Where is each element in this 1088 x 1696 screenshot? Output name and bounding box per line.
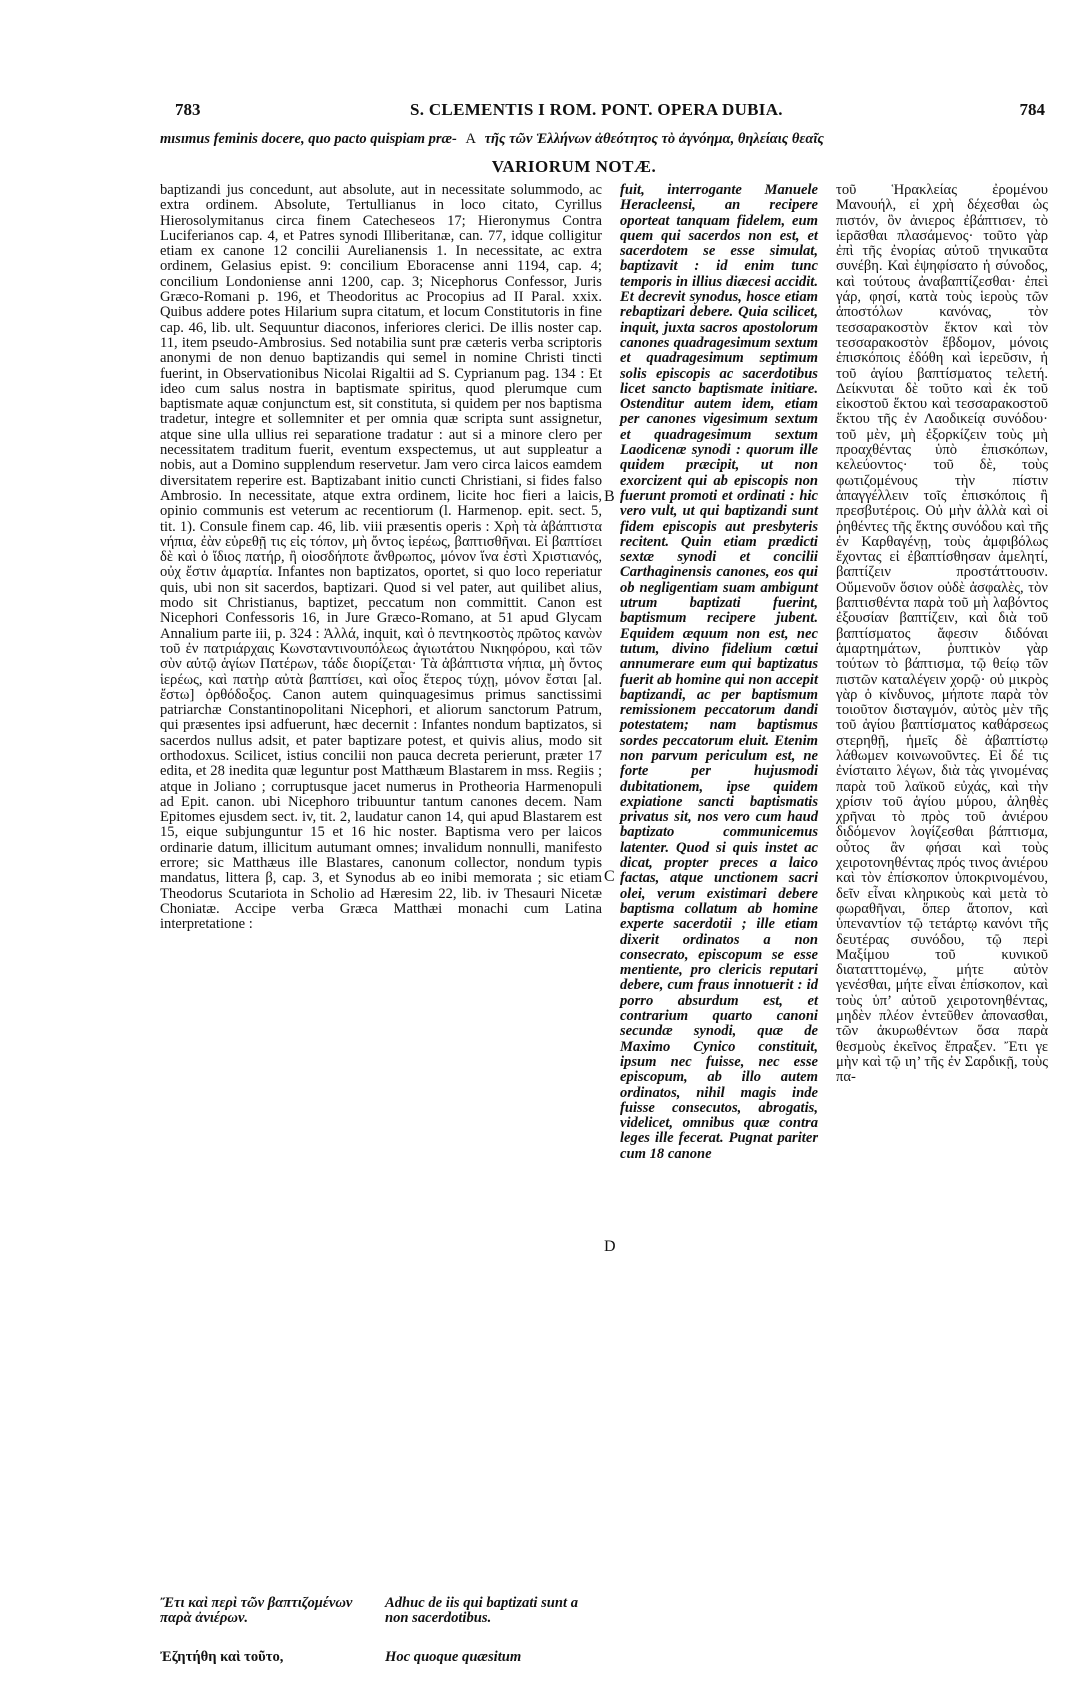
middle-column-text: fuit, interrogante Manuele Heracleensi, an recipere oporteat tanquam fidelem, eum quem qui sacerdos non est, et sacerdotem se esse simulat, baptizavit : id enim tunc temporis in illius diæcesi accidit. Et decrevit synodus, hosce etiam rebaptizari debere. Quia scilicet, inquit, juxta sacros apostolorum canones quadragesimum sextum et quadragesimum septimum solis episcopis ac sacerdotibus licet sancto baptismate initiare. Ostenditur autem idem, etiam per canones vigesimum sextum et quadragesimum sextum Laodicenæ synodi : quorum ille quidem præcipit, ut non exorcizent qui ab episcopis non fuerunt promoti et ordinati : hic vero vult, ut qui baptizandi sunt fidem episcopis aut presbyteris recitent. Quin etiam prædicti sextæ synodi et concilii Carthaginensis canones, eos qui ob negligentiam suam ambigunt utrum baptizati fuerint, baptismum recipere jubent. Equidem æquum non est, nec tutum, divino fidelium cœtui annumerare eum qui baptizatus fuerit ab homine qui non accepit baptizandi, ac per baptismum remissionem peccatorum dandi potestatem; nam baptismus sordes peccatorum eluit. Etenim non parvum periculum est, ne forte per hujusmodi dubitationem, ipse quidem expiatione sancti baptismatis privatus sit, nos vero cum haud baptizato communicemus latenter. Quod si quis instet ac dicat, propter preces a laico factas, atque unctionem sacri olei, verum existimari debere baptisma collatum ab homine experte sacerdotii ; ille etiam dixerit ordinatos a non consecrato, episcopum se esse mentiente, pro clericis reputari debere, cum fraus innotuerit : id porro absurdum est, et contrarium quarto canoni secundæ synodi, quæ de Maximo Cynico constituit, ipsum nec fuisse, nec esse episcopum, ab illo autem ordinatos, nihil magis inde fuisse consecutos, abrogatis, videlicet, omnibus quæ contra leges ille fecerat. Pugnat pariter cum 18 canone: [620, 182, 818, 1162]
middle-column: [620, 183, 818, 1162]
top-greek-text: τῆς τῶν Ἑλλήνων ἀθεότητος τὸ ἀγνόημα, θηλείαις θεαῖς: [484, 131, 824, 147]
bottom-latin-line: Hoc quoque quæsitum: [385, 1649, 522, 1665]
left-column-text: baptizandi jus concedunt, aut absolute, aut in necessitate solummodo, ac extra ordinem. Absolute, Tertullianus in loco citato, Cyrillus Hierosolymitanus circa finem Catecheseos 17; Hieronymus Contra Luciferianos cap. 4, et Patres synodi Illiberitanæ, can. 77, idque colligitur etiam ex canone 12 concilii Aurelianensis 1. In necessitate, ac extra ordinem, Gelasius epist. 9: concilium Eboracense anni 1194, cap. 4; concilium Londoniense anni 1200, cap. 3; Nicephorus Confessor, Juris Græco-Romani p. 196, et Theodoritus ac Procopius ad II Paral. xxix. Quibus addere potes Hilarium supra citatum, et locum Constitutoris in fine cap. 46, lib. ult. Sequuntur diaconos, inferiores clerici. De illis noster cap. 11, item pseudo-Ambrosius. Sed notabilia sunt præ cæteris verba scriptoris anonymi de non denuo baptizandis qui semel in nomine Christi tincti fuerint, in Observationibus Nicolai Rigaltii ad S. Cyprianum pag. 134 : Et ideo cum salus nostra in baptismate spiritus, quod plerumque cum baptismate aquæ conjunctum est, sit constituta, si quidem per nos baptisma tradetur, integre et sollemniter et per omnia quæ scripta sunt assignetur, atque sine ulla ullius rei separatione tradatur : aut si a minore clero per necessitatem traditum fuerit, eventum exspectemus, ut aut suppleatur a nobis, aut a Domino supplendum reservetur. Jam vero circa laicos eamdem diversitatem reperire est. Baptizabant initio cuncti Christiani, si fides falso Ambrosio. In necessitate, atque extra ordinem, licite hoc fieri a laicis, opinio communis est veterum ac recentiorum (l. Harmenop. epit. sect. 5, tit. 1). Consule finem cap. 46, lib. viii præsentis operis : Χρὴ τὰ ἀβάπτιστα νήπια, ἐὰν εὑρεθῇ τις εἰς τόπον, μὴ ὄντος ἱερέως, βαπτισθῆναι. Εἰ βαπτίσει δὲ καὶ ὁ ἴδιος πατήρ, ἢ οἱοσδήποτε ἄνθρωπος, μόνον ἵνα ἐστὶ Χριστιανός, οὐχ ἔστιν ἁμαρτία. Infantes non baptizatos, oportet, si quo loco reperiatur quis, ubi non sit sacerdos, baptizari. Quod si vel pater, aut quilibet alius, modo sit Christianus, baptizet, peccatum non committit. Canon est Nicephori Confessoris 16, in Jure Græco-Romano, at 51 apud Glycam Annalium parte iii, p. 324 : Ἀλλά, inquit, καὶ ὁ πεντηκοστὸς πρῶτος κανὼν τοῦ ἐν πατριάρχαις Κωνσταντινουπόλεως ἀγιωτάτου Νικηφόρου, καὶ τῶν σὺν αὐτῷ ἁγίων Πατέρων, τάδε διορίζεται· Τὰ ἀβάπτιστα νήπια, μὴ ὄντος ἱερέως, καὶ πατὴρ αὐτὰ βαπτίσει, καὶ οἷος ἕτερος τύχῃ, μόνον ἔσται [al. ἔστω] ὀρθόδοξος. Canon autem quinquagesimus primus sanctissimi patriarchæ Constantinopolitani Nicephori, et aliorum sanctorum Patrum, qui præsentes ipsi adfuerunt, hæc decernit : Infantes nondum baptizatos, si sacerdos nullus adsit, et pater baptizare potest, et quivis alius, modo sit orthodoxus. Scilicet, istius concilii non pauca decreta perierunt, præter 17 edita, et 28 inedita quæ leguntur post Matthæum Blastarem in mss. Regiis ; atque in Joliano ; corruptusque jacet numerus in Protheoria Harmenopuli ad Epit. canon. ubi Nicephoro tribuuntur tantum canones decem. Nam Epitomes ejusdem sect. iv, tit. 2, laudatur canon 14, qui apud Blastarem est 15, eique subjunguntur 15 et 16 hic noster. Baptisma vero per laicos ordinarie datum, illicitum autumant omnes; invalidum nonnulli, manifesto errore; sic Matthæus ille Blastares, canonum collector, nondum typis mandatus, littera β, cap. 3, et Synodus ab eo inibi memorata ; sic etiam Theodorus Scutariota in Scholio ad Hæresim 22, lib. iv Thesauri Nicetæ Choniatæ. Accipe verba Græca Matthæi monachi cum Latina interpretatione :: [160, 182, 602, 933]
margin-marker-d: D: [604, 1238, 616, 1255]
margin-marker-b: B: [604, 488, 615, 505]
margin-marker-a-inline: A: [465, 131, 476, 147]
top-latin-text: mısımus feminis docere, quo pacto quispiam præ-: [160, 131, 457, 147]
top-continuation-line: [160, 131, 1050, 148]
bottom-greek-line: Ἐζητήθη καὶ τοῦτο,: [160, 1649, 284, 1665]
margin-marker-c: C: [604, 868, 615, 885]
left-column: [160, 183, 602, 933]
running-header: [175, 100, 1045, 126]
running-title: S. CLEMENTIS I ROM. PONT. OPERA DUBIA.: [410, 100, 783, 119]
page-number-left: 783: [175, 100, 201, 119]
bottom-greek-heading: Ἔτι καὶ περὶ τῶν βαπτιζομένων παρὰ ἀνιέρων.: [160, 1595, 353, 1627]
page-number-right: 784: [1019, 100, 1045, 119]
right-column-text: τοῦ Ἡρακλείας ἐρομένου Μανουήλ, εἰ χρὴ δέχεσθαι ὡς πιστόν, ὃν ἀνιερος ἐβάπτισεν, τὸ ἱερᾶσθαι πλασάμενος· τοῦτο γὰρ ἐπὶ τῆς ἐνορίας αὐτοῦ τηνικαῦτα συνέβη. Καὶ ἐψηφίσατο ἡ σύνοδος, καὶ τούτους ἀναβαπτίζεσθαι· ἐπεὶ γάρ, φησί, κατὰ τοὺς ἱεροὺς τῶν ἀποστόλων κανόνας, τὸν τεσσαρακοστὸν ἕκτον καὶ τὸν τεσσαρακοστὸν ἕβδομον, μόνοις ἐπισκόποις ἐδόθη καὶ ἱερεῦσιν, ἡ τοῦ ἁγίου βαπτίσματος τελετή. Δείκνυται δὲ τοῦτο καὶ ἐκ τοῦ εἰκοστοῦ ἕκτου καὶ τεσσαρακοστοῦ ἕκτου τῆς ἐν Λαοδικείᾳ συνόδου· τοῦ μὲν, μὴ ἐξορκίζειν τοὺς μὴ προαχθέντας ὑπὸ ἐπισκόπων, κελεύοντος· τοῦ δὲ, τοὺς φωτιζομένους τὴν πίστιν ἀπαγγέλλειν τοῖς ἐπισκόποις ἢ πρεσβυτέροις. Οὐ μὴν ἀλλὰ καὶ οἱ ῥηθέντες τῆς ἕκτης συνόδου καὶ τῆς ἐν Καρθαγένῃ, τοὺς ἀμφιβόλως ἔχοντας εἰ ἐβαπτίσθησαν ἀμελητί, βαπτίζειν προστάττουσιν. Οὔμενοῦν ὅσιον οὐδὲ ἀσφαλὲς, τὸν βαπτισθέντα παρὰ τοῦ μὴ λαβόντος ἐξουσίαν βαπτίζειν, καὶ διὰ τοῦ βαπτίσματος ἄφεσιν διδόναι ἁμαρτημάτων, ῥυπτικὸν γὰρ τούτων τὸ βάπτισμα, τῷ θείῳ τῶν πιστῶν καταλέγειν χορῷ· οὐ μικρὸς γὰρ ὁ κίνδυνος, μήποτε παρὰ τὸν τοιοῦτον δισταγμόν, αὐτὸς μὲν τῆς τοῦ ἁγίου βαπτίσματος καθάρσεως στερηθῇ, ἡμεῖς δὲ ἀβαπτίστῳ λάθωμεν κοινωνοῦντες. Εἰ δέ τις ἐνίσταιτο λέγων, διὰ τὰς γινομένας παρὰ τοῦ λαϊκοῦ εὐχάς, καὶ τὴν χρίσιν τοῦ ἁγίου μύρου, ἀληθὲς χρῆναι τὸ πρὸς τοῦ ἀνιέρου διδόμενον λογίζεσθαι βάπτισμα, οὗτος ἂν φήσαι καὶ τοὺς χειροτονηθέντας πρός τινος ἀνιέρου καὶ τὸν ἐπίσκοπον ὑποκρινομένου, δεῖν εἶναι κληρικοὺς καὶ μετὰ τὸ φωραθῆναι, ὅπερ ἄτοπον, καὶ ὑπεναντίον τῷ τετάρτῳ κανόνι τῆς δευτέρας συνόδου, τῷ περὶ Μαξίμου τοῦ κυνικοῦ διατατττομένῳ, μήτε αὐτὸν γενέσθαι, μήτε εἶναι ἐπίσκοπον, καὶ τοὺς ὑπ’ αὐτοῦ χειροτονηθέντας, μηδὲν πλέον ἐντεῦθεν ἀπονασθαι, τῶν ἀκυρωθέντων ὅσα παρὰ θεσμοὺς ἐκεῖνος ἔπραξεν. Ἔτι γε μὴν καὶ τῷ ιη’ τῆς ἐν Σαρδικῇ, τοὺς πα-: [836, 182, 1048, 1086]
section-title: VARIORUM NOTÆ.: [491, 157, 657, 176]
bottom-latin-heading: Adhuc de iis qui baptizati sunt a non sacerdotibus.: [385, 1595, 579, 1627]
right-column: [836, 183, 1048, 1086]
